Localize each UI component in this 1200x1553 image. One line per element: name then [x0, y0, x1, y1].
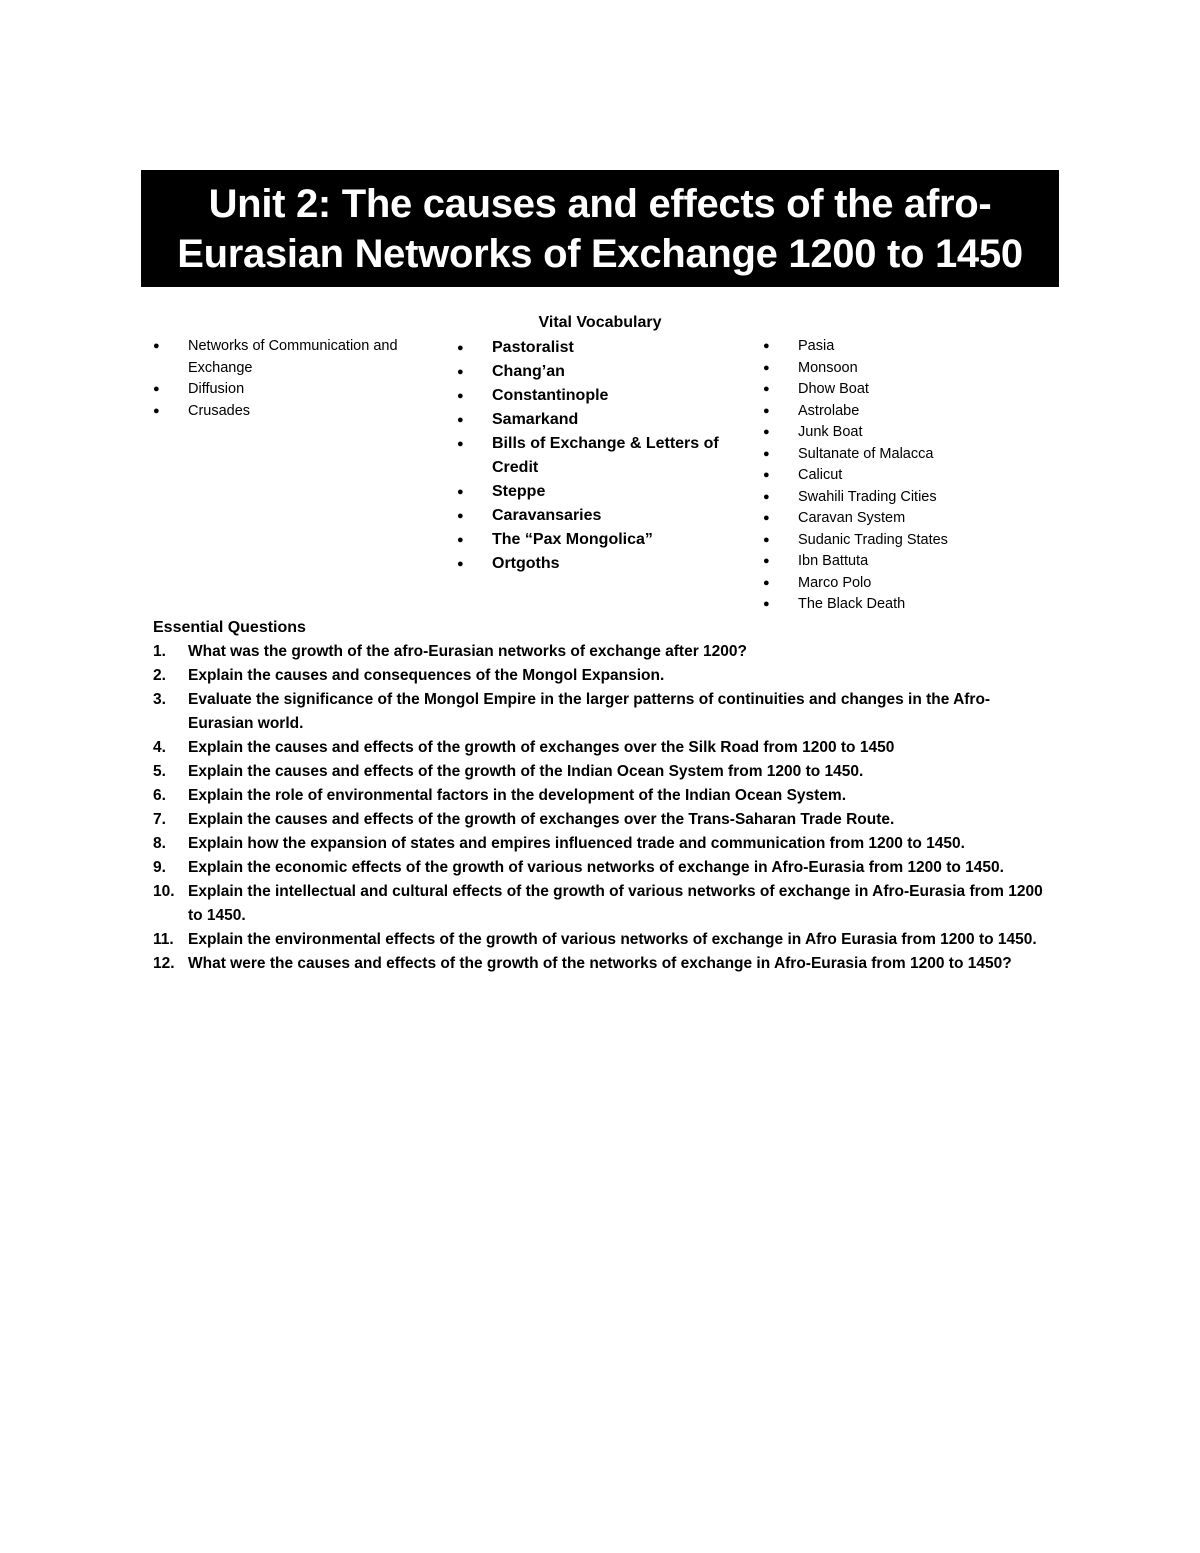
bullet-icon: ● [457, 510, 464, 522]
question-text: Evaluate the significance of the Mongol Empire in the larger patterns of continuities and changes in the Afro-Eurasian world. [188, 691, 991, 732]
question-number: 12. [153, 955, 175, 972]
vocabulary-term: Crusades [188, 402, 251, 419]
bullet-icon: ● [457, 486, 464, 498]
essential-questions-list [153, 640, 1053, 976]
question-number: 2. [153, 667, 166, 684]
bullet-icon: ● [457, 390, 464, 402]
bullet-icon: ● [153, 340, 160, 352]
vocabulary-term: Samarkand [492, 411, 579, 428]
vocabulary-item [763, 465, 1063, 487]
vocabulary-item [457, 480, 747, 504]
question-number: 11. [153, 931, 174, 948]
vocabulary-term: Junk Boat [798, 424, 863, 440]
vocabulary-item [763, 444, 1063, 466]
vocabulary-item [763, 530, 1063, 552]
vocabulary-term: Sultanate of Malacca [798, 445, 934, 462]
vocabulary-item [763, 422, 1063, 444]
vocabulary-term: Chang’an [492, 363, 565, 380]
question-number: 9. [153, 859, 166, 876]
bullet-icon: ● [763, 361, 770, 374]
vocabulary-term: Caravansaries [492, 507, 602, 524]
vocabulary-term: Marco Polo [798, 574, 872, 591]
question-item [153, 832, 1053, 856]
bullet-icon: ● [457, 414, 464, 426]
question-item [153, 784, 1053, 808]
vocabulary-item [763, 487, 1063, 509]
vocabulary-term: Dhow Boat [798, 381, 869, 397]
bullet-icon: ● [457, 534, 464, 546]
vocabulary-item [153, 379, 443, 401]
question-text: Explain the causes and effects of the growth of exchanges over the Silk Road from 1200 to 1450 [188, 739, 895, 756]
vocabulary-item [763, 336, 1063, 358]
vocabulary-term: Calicut [798, 467, 843, 483]
vocabulary-column-3 [763, 336, 1063, 616]
bullet-icon: ● [763, 598, 770, 610]
bullet-icon: ● [457, 558, 464, 570]
vocabulary-term: Constantinople [492, 387, 609, 404]
question-item [153, 880, 1053, 928]
bullet-icon: ● [153, 383, 160, 395]
question-text: Explain the causes and effects of the growth of the Indian Ocean System from 1200 to 1450. [188, 763, 864, 780]
vocabulary-term: Caravan System [798, 510, 906, 526]
question-text: What was the growth of the afro-Eurasian networks of exchange after 1200? [188, 643, 747, 660]
vocabulary-column-1 [153, 336, 443, 422]
vocabulary-item [457, 504, 747, 528]
bullet-icon: ● [457, 342, 464, 354]
vocabulary-item [763, 508, 1063, 530]
question-item [153, 928, 1053, 952]
vocabulary-term: Pastoralist [492, 339, 574, 356]
bullet-icon: ● [763, 533, 770, 546]
vocabulary-item [763, 573, 1063, 595]
bullet-icon: ● [457, 366, 464, 378]
bullet-icon: ● [763, 404, 770, 417]
bullet-icon: ● [763, 340, 770, 352]
question-text: What were the causes and effects of the growth of the networks of exchange in Afro-Eurasia from 1200 to 1450? [188, 955, 1012, 972]
bullet-icon: ● [763, 469, 770, 481]
bullet-icon: ● [763, 490, 770, 503]
question-item [153, 760, 1053, 784]
question-item [153, 688, 1053, 736]
vocabulary-item [763, 358, 1063, 380]
vocabulary-term: Ibn Battuta [798, 553, 869, 569]
vocabulary-term: Astrolabe [798, 402, 860, 419]
title-banner [141, 170, 1059, 287]
question-number: 3. [153, 691, 166, 708]
question-text: Explain how the expansion of states and empires influenced trade and communication from 1200 to 1450. [188, 835, 965, 852]
title-line-1: Unit 2: The causes and effects of the afro- [208, 181, 992, 226]
vocabulary-item [763, 401, 1063, 423]
question-number: 6. [153, 787, 166, 804]
question-text: Explain the intellectual and cultural effects of the growth of various networks of exchange in Afro-Eurasia from 1200 to 1450. [188, 883, 1043, 924]
bullet-icon: ● [763, 512, 770, 524]
title-line-2: Eurasian Networks of Exchange 1200 to 1450 [177, 231, 1023, 276]
vocabulary-term: Sudanic Trading States [798, 531, 948, 548]
bullet-icon: ● [763, 383, 770, 395]
question-number: 5. [153, 763, 166, 780]
question-number: 7. [153, 811, 166, 828]
vocabulary-item [763, 379, 1063, 401]
vocabulary-term: Ortgoths [492, 555, 560, 572]
bullet-icon: ● [457, 438, 464, 450]
bullet-icon: ● [153, 404, 160, 417]
vocabulary-item [153, 336, 443, 379]
question-item [153, 952, 1053, 976]
question-item [153, 736, 1053, 760]
question-text: Explain the environmental effects of the growth of various networks of exchange in Afro Eurasia from 1200 to 1450. [188, 931, 1037, 948]
bullet-icon: ● [763, 555, 770, 567]
vocabulary-item [457, 528, 747, 552]
vocabulary-term: Diffusion [188, 381, 245, 397]
question-text: Explain the role of environmental factors in the development of the Indian Ocean System. [188, 787, 847, 804]
vocabulary-term: The Black Death [798, 596, 906, 612]
vocabulary-term: The “Pax Mongolica” [492, 531, 653, 548]
vocabulary-item [153, 401, 443, 423]
vocabulary-item [457, 384, 747, 408]
vocabulary-item [763, 594, 1063, 616]
question-item [153, 856, 1053, 880]
vocabulary-item [457, 360, 747, 384]
question-item [153, 640, 1053, 664]
bullet-icon: ● [763, 447, 770, 460]
vocabulary-term: Monsoon [798, 359, 858, 376]
question-number: 1. [153, 643, 166, 660]
vocabulary-heading: Vital Vocabulary [538, 314, 662, 331]
question-item [153, 808, 1053, 832]
bullet-icon: ● [763, 426, 770, 438]
vocabulary-column-2 [457, 336, 747, 576]
vocabulary-term: Networks of Communication and Exchange [188, 338, 398, 376]
vocabulary-item [457, 408, 747, 432]
question-text: Explain the causes and effects of the growth of exchanges over the Trans-Saharan Trade Route. [188, 811, 895, 828]
question-text: Explain the causes and consequences of the Mongol Expansion. [188, 667, 665, 684]
vocabulary-item [457, 552, 747, 576]
question-item [153, 664, 1053, 688]
vocabulary-item [763, 551, 1063, 573]
vocabulary-item [457, 336, 747, 360]
vocabulary-term: Steppe [492, 483, 546, 500]
question-number: 10. [153, 883, 175, 900]
vocabulary-item [457, 432, 747, 480]
question-text: Explain the economic effects of the growth of various networks of exchange in Afro-Eurasia from 1200 to 1450. [188, 859, 1004, 876]
vocabulary-term: Swahili Trading Cities [798, 488, 937, 505]
bullet-icon: ● [763, 576, 770, 589]
vocabulary-term: Pasia [798, 338, 835, 354]
vocabulary-term: Bills of Exchange & Letters of Credit [492, 435, 719, 476]
question-number: 4. [153, 739, 166, 756]
question-number: 8. [153, 835, 166, 852]
essential-questions-heading: Essential Questions [153, 619, 306, 636]
